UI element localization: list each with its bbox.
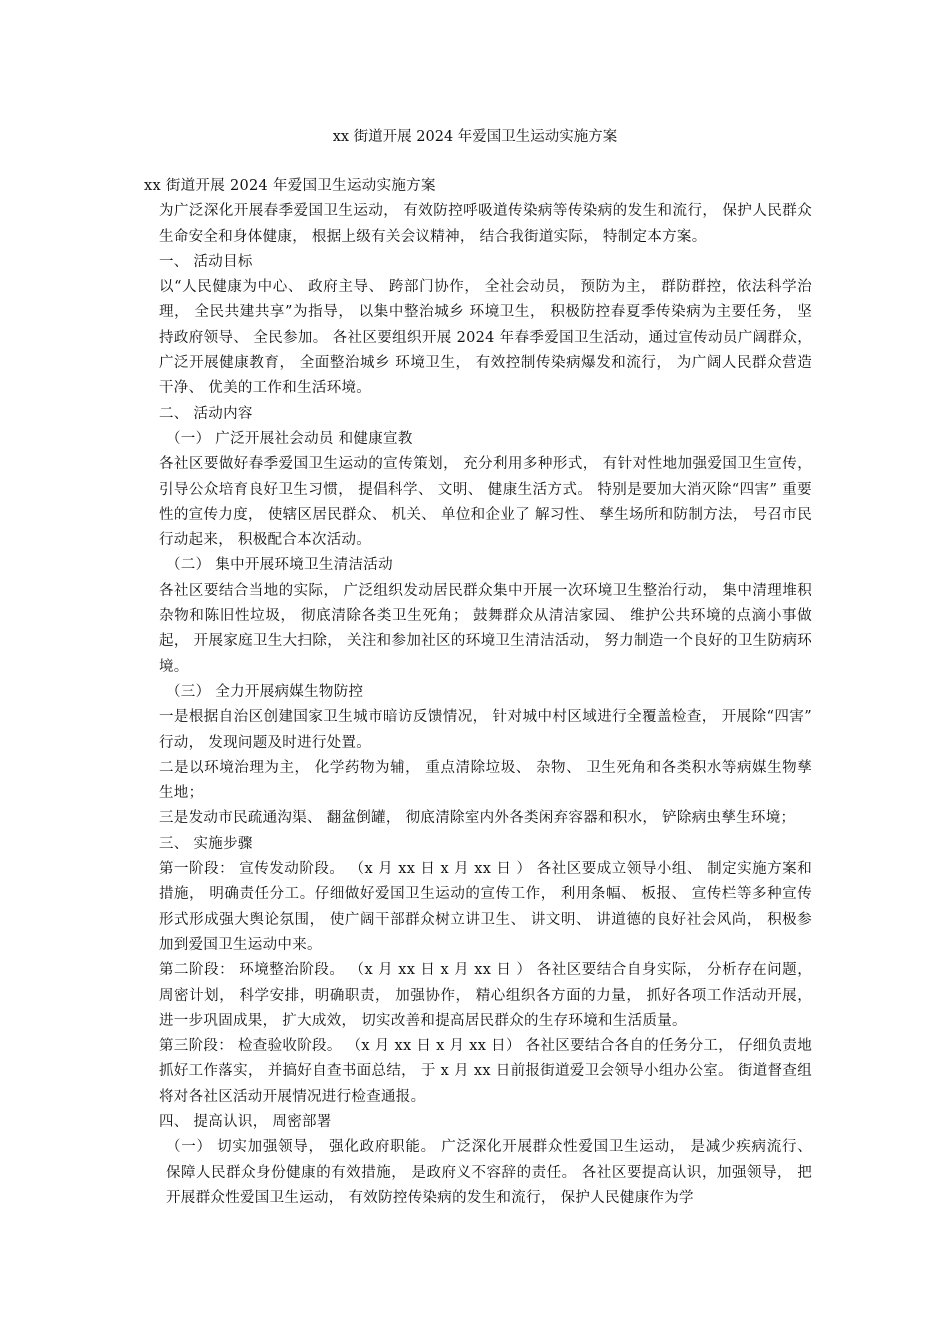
- paragraph: 一是根据自治区创建国家卫生城市暗访反馈情况， 针对城中村区域进行全覆盖检查， 开展除“四害” 行动， 发现问题及时进行处置。: [159, 709, 812, 751]
- paragraph: 第二阶段： 环境整治阶段。 （x 月 xx 日 x 月 xx 日 ） 各社区要结合自身实际， 分析存在问题， 周密计划， 科学安排，明确职责， 加强协作， 精心组织各方面的力量， 抓好各项工作活动开展， 进一步巩固成果， 扩大成效， 切实改善和提高居民群众的生存环境和生活质量。: [159, 962, 812, 1029]
- paragraph: 各社区要结合当地的实际， 广泛组织发动居民群众集中开展一次环境卫生整治行动， 集中清理堆积杂物和陈旧性垃圾， 彻底清除各类卫生死角； 鼓舞群众从清洁家园、 维护公共环境的点滴小事做起， 开展家庭卫生大扫除， 关注和参加社区的环境卫生清洁活动， 努力制造一个良好的卫生防病环境。: [159, 582, 812, 675]
- paragraph: 第三阶段： 检查验收阶段。 （x 月 xx 日 x 月 xx 日） 各社区要结合各自的任务分工， 仔细负责地抓好工作落实， 并搞好自查书面总结， 于 x 月 xx 日前报街道爱卫会领导小组办公室。 街道督查组将对各社区活动开展情况进行检查通报。: [159, 1038, 812, 1105]
- paragraph: （三） 全力开展病媒生物防控: [166, 683, 364, 700]
- paragraph: 一、 活动目标: [159, 253, 253, 270]
- page-title: xx 街道开展 2024 年爱国卫生运动实施方案: [332, 129, 618, 145]
- paragraph: 第一阶段： 宣传发动阶段。 （x 月 xx 日 x 月 xx 日 ） 各社区要成立领导小组、 制定实施方案和措施， 明确责任分工。仔细做好爱国卫生运动的宣传工作， 利用条幅、 板报、 宣传栏等多种宣传形式形成强大舆论氛围， 使广阔干部群众树立讲卫生、 讲文明、 讲道德的良好社会风尚， 积极参加到爱国卫生运动中来。: [159, 861, 812, 953]
- document-body: [144, 174, 812, 1211]
- paragraph: 二是以环境治理为主， 化学药物为辅， 重点清除垃圾、 杂物、 卫生死角和各类积水等病媒生物孳生地；: [159, 759, 812, 802]
- paragraph: （一） 广泛开展社会动员 和健康宣教: [166, 430, 413, 447]
- paragraph: 以“人民健康为中心、 政府主导、 跨部门协作， 全社会动员， 预防为主， 群防群控，依法科学治理， 全民共建共享”为指导， 以集中整治城乡 环境卫生， 积极防控春夏季传染病为主要任务， 坚持政府领导、 全民参加。 各社区要组织开展 2024 年春季爱国卫生活动，通过宣传动员广阔群众， 广泛开展健康教育， 全面整治城乡 环境卫生， 有效控制传染病爆发和流行， 为广阔人民群众营造干净、 优美的工作和生活环境。: [159, 279, 812, 397]
- paragraph: （二） 集中开展环境卫生清洁活动: [166, 557, 393, 574]
- paragraph: xx 街道开展 2024 年爱国卫生运动实施方案: [144, 178, 436, 194]
- paragraph: 二、 活动内容: [159, 405, 253, 422]
- paragraph: 三、 实施步骤: [159, 835, 253, 852]
- paragraph: 为广泛深化开展春季爱国卫生运动， 有效防控呼吸道传染病等传染病的发生和流行， 保护人民群众生命安全和身体健康， 根据上级有关会议精神， 结合我街道实际， 特制定本方案。: [159, 203, 812, 245]
- paragraph: （一） 切实加强领导， 强化政府职能。 广泛深化开展群众性爱国卫生运动， 是减少疾病流行、 保障人民群众身份健康的有效措施， 是政府义不容辞的责任。 各社区要提高认识，加强领导， 把开展群众性爱国卫生运动， 有效防控传染病的发生和流行， 保护人民健康作为学: [166, 1139, 812, 1206]
- paragraph: 四、 提高认识， 周密部署: [159, 1113, 332, 1130]
- paragraph: 各社区要做好春季爱国卫生运动的宣传策划， 充分利用多种形式， 有针对性地加强爱国卫生宣传， 引导公众培育良好卫生习惯， 提倡科学、 文明、 健康生活方式。 特别是要加大消灭除“四害” 重要性的宣传力度， 使辖区居民群众、 机关、 单位和企业了 解习性、 孳生场所和防制方法， 号召市民行动起来， 积极配合本次活动。: [159, 456, 812, 549]
- paragraph: 三是发动市民疏通沟渠、 翻盆倒罐， 彻底清除室内外各类闲弃容器和积水， 铲除病虫孳生环境；: [159, 810, 796, 827]
